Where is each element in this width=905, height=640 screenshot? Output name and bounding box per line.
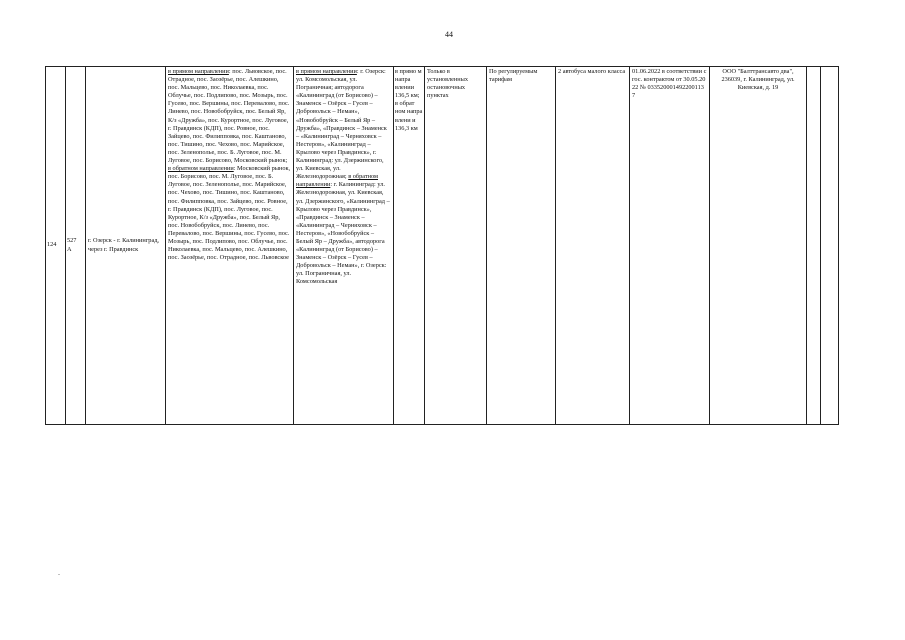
- streets-forward-label: в прямом направлении: [296, 68, 357, 75]
- stops-backward-label: в обратном направлении: [168, 165, 234, 173]
- table-row: [46, 67, 839, 425]
- start-date-cell: [630, 67, 710, 425]
- stops-backward: : Московский рынок, пос. Борисово, пос. М. Луговое, пос. Б. Луговое, пос. Зеленополье, пос. Марийское, пос. Чехово, пос. Тишино, пос. Каштаново, пос. Филипповка, пос. Зайцево, пос. Ровное, г. Правдинск (КДП), пос. Луговое, пос. Курортное, К/з «Дружба», пос. Белый Яр, пос. Новобобруйск, пос. Линево, пос. Перевалово, пос. Вершины, пос. Гусево, пос. Мозырь, пос. Подлипово, пос. Облучье, пос. Николаевка, пос. Мальцево, пос. Алешкино, пос. Заозёрье, пос. Отрадное, пос. Львовское: [168, 165, 291, 262]
- start-date: 01.06.2022 в соответствии с гос. контрактом от 30.05.2022 № 0335200014922001137: [632, 68, 707, 100]
- vehicles-cell: [556, 67, 630, 425]
- streets-cell: [294, 67, 394, 425]
- route-name: г. Озерск - г. Калининград, через г. Правдинск: [88, 237, 160, 253]
- vehicles: 2 автобуса малого класса: [558, 68, 626, 75]
- row-index-cell: [46, 67, 66, 425]
- streets-backward: : г. Калининград: ул. Железнодорожная, ул. Киевская, ул. Дзержинского, «Калининград – Крылово через Правдинск», «Правдинск – Знаменск – «Калининград – Черняховск – Нестеров», «Новобобруйск – Белый Яр – Дружба», автодорога «Калининград (от Борисово) – Знаменск – Озёрск – Гусев – Добровольск – Неман», г. Озерск: ул. Пограничная, ул. Комсомольская: [296, 181, 390, 286]
- route-length: в прямо м напра влении 136,5 км; в обрат ном напра влени и 136,3 км: [395, 68, 423, 132]
- carrier: ООО "Балттрансавто два", 236039, г. Калининград, ул. Киевская, д. 19: [721, 68, 795, 92]
- carrier-cell: [710, 67, 807, 425]
- empty-cell: [807, 67, 821, 425]
- streets-backward-label: в обратном направлении: [296, 173, 379, 189]
- route-number: 527 А: [67, 237, 77, 253]
- route-registry-table: [45, 66, 839, 425]
- tariff: По регулируемым тарифам: [489, 68, 538, 84]
- page-number: 44: [445, 30, 453, 39]
- footer-mark: -: [58, 572, 60, 578]
- route-number-cell: [66, 67, 86, 425]
- stops-cell: [166, 67, 294, 425]
- stop-order: Только в установленных остановочных пунктах: [427, 68, 469, 100]
- streets-forward: : г. Озерск: ул. Комсомольская, ул. Пограничная; автодорога «Калининград (от Борисово) – Знаменск – Озёрск – Гусев – Добровольск – Неман», «Новобобруйск – Белый Яр – Дружба», «Правдинск – Знаменск – «Калининград – Черняховск – Нестеров», «Калининград – Крылово через Правдинск», г. Калининград: ул. Дзержинского, ул. Киевская, ул. Железнодорожная;: [296, 68, 387, 181]
- row-index: 124: [47, 241, 57, 249]
- empty-cell: [821, 67, 839, 425]
- tariff-cell: [487, 67, 556, 425]
- stops-forward: : пос. Львовское, пос. Отрадное, пос. Заозёрье, пос. Алешкино, пос. Мальцево, пос. Николаевка, пос. Облучье, пос. Подлипово, пос. Мозырь, пос. Гусево, пос. Вершины, пос. Перевалово, пос. Линево, пос. Новобобруйск, пос. Белый Яр, К/з «Дружба», пос. Курортное, пос. Луговое, г. Правдинск (КДП), пос. Ровное, пос. Зайцево, пос. Филипповка, пос. Каштаново, пос. Тишино, пос. Чехово, пос. Марийское, пос. Зеленополье, пос. Б. Луговое, пос. М. Луговое, пос. Борисово, Московский рынок;: [168, 68, 290, 165]
- route-length-cell: [394, 67, 425, 425]
- route-name-cell: [86, 67, 166, 425]
- stop-order-cell: [425, 67, 487, 425]
- stops-forward-label: в прямом направлении: [168, 68, 229, 75]
